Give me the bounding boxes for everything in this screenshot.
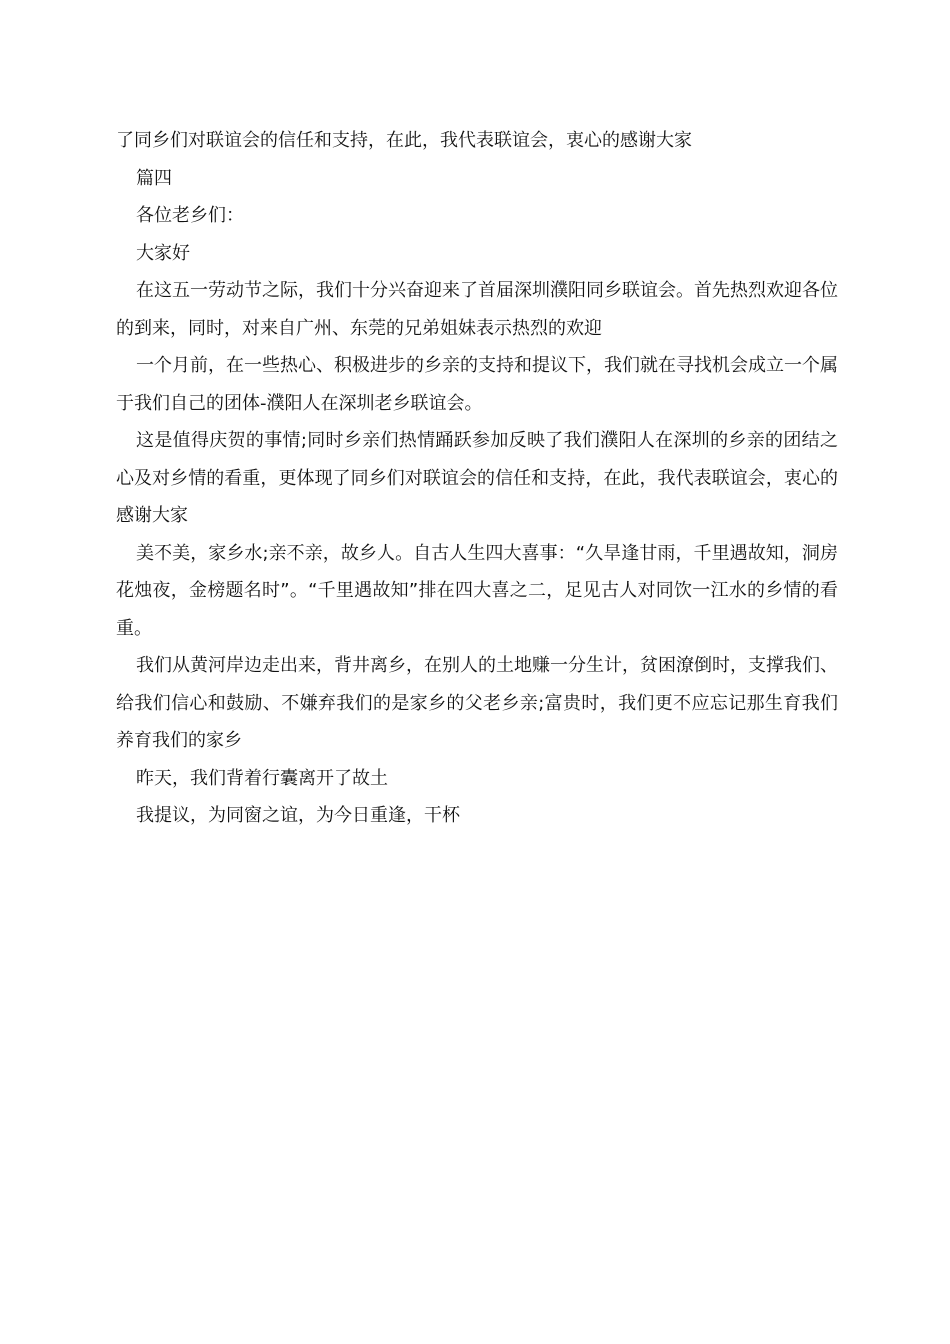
document-body <box>116 122 838 835</box>
section-heading: 篇四 <box>136 167 172 189</box>
paragraph: 一个月前，在一些热心、积极进步的乡亲的支持和提议下，我们就在寻找机会成立一个属于我们自己的团体-濮阳人在深圳老乡联谊会。 <box>116 355 838 414</box>
paragraph: 昨天，我们背着行囊离开了故土 <box>136 767 388 789</box>
paragraph: 我们从黄河岸边走出来，背井离乡，在别人的土地赚一分生计，贫困潦倒时，支撑我们、给我们信心和鼓励、不嫌弃我们的是家乡的父老乡亲;富贵时，我们更不应忘记那生育我们养育我们的家乡 <box>116 655 838 751</box>
salutation: 各位老乡们： <box>136 205 244 226</box>
paragraph: 美不美，家乡水;亲不亲，故乡人。自古人生四大喜事：“久旱逢甘雨，千里遇故知，洞房花烛夜，金榜题名时”。“千里遇故知”排在四大喜之二，足见古人对同饮一江水的乡情的看重。 <box>116 542 838 639</box>
paragraph: 在这五一劳动节之际，我们十分兴奋迎来了首届深圳濮阳同乡联谊会。首先热烈欢迎各位的到来，同时，对来自广州、东莞的兄弟姐妹表示热烈的欢迎 <box>116 280 838 339</box>
paragraph: 这是值得庆贺的事情;同时乡亲们热情踊跃参加反映了我们濮阳人在深圳的乡亲的团结之心及对乡情的看重，更体现了同乡们对联谊会的信任和支持，在此，我代表联谊会，衷心的感谢大家 <box>116 430 838 526</box>
paragraph-continuation: 了同乡们对联谊会的信任和支持，在此，我代表联谊会，衷心的感谢大家 <box>116 130 692 151</box>
greeting: 大家好 <box>136 242 190 264</box>
paragraph: 我提议，为同窗之谊，为今日重逢，干杯 <box>136 805 460 826</box>
